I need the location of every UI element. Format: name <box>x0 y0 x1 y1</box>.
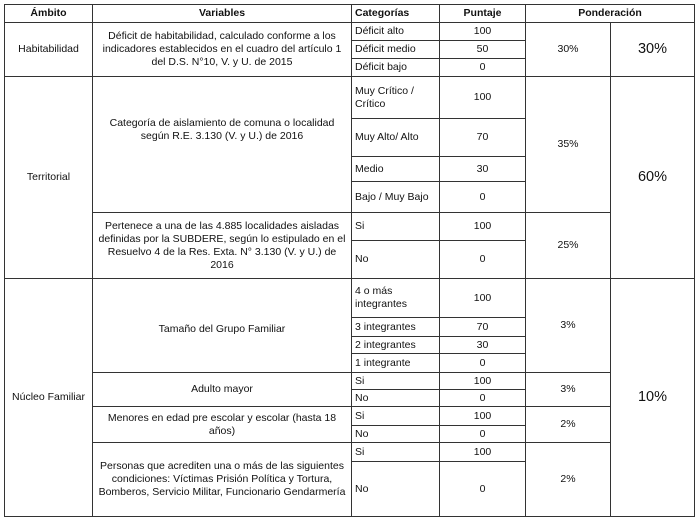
score-cell: 0 <box>440 462 526 517</box>
score-cell: 0 <box>440 241 526 279</box>
weight-cell: 2% <box>526 407 611 443</box>
score-cell: 30 <box>440 157 526 182</box>
score-cell: 70 <box>440 119 526 157</box>
header-row <box>5 5 695 23</box>
variable-cell: Pertenece a una de las 4.885 localidades aisladas definidas por la SUBDERE, según lo estipulado en el Resuelvo 4 de la Res. Exta. N° 3.130 (V. y U.) de 2016 <box>93 213 352 279</box>
weight-cell: 30% <box>526 23 611 77</box>
score-cell: 50 <box>440 41 526 59</box>
score-cell: 0 <box>440 426 526 443</box>
score-cell: 0 <box>440 390 526 407</box>
category-cell: Si <box>352 407 440 426</box>
score-cell: 100 <box>440 77 526 119</box>
header-categorias: Categorías <box>352 5 440 23</box>
category-cell: No <box>352 390 440 407</box>
category-cell: Déficit bajo <box>352 59 440 77</box>
header-ambito: Ámbito <box>5 5 93 23</box>
variable-cell: Déficit de habitabilidad, calculado conforme a los indicadores establecidos en el cuadro del artículo 1 del D.S. N°10, V. y U. de 2015 <box>93 23 352 77</box>
score-cell: 100 <box>440 279 526 318</box>
table-row <box>5 77 695 119</box>
weight-cell: 3% <box>526 373 611 407</box>
score-cell: 70 <box>440 318 526 337</box>
total-weight-cell: 60% <box>611 77 695 279</box>
score-cell: 0 <box>440 59 526 77</box>
category-cell: 2 integrantes <box>352 337 440 354</box>
category-cell: 1 integrante <box>352 354 440 373</box>
weight-cell: 2% <box>526 443 611 517</box>
category-cell: Muy Alto/ Alto <box>352 119 440 157</box>
variable-cell: Adulto mayor <box>93 373 352 407</box>
scoring-table <box>4 4 695 517</box>
header-puntaje: Puntaje <box>440 5 526 23</box>
category-cell: Bajo / Muy Bajo <box>352 182 440 213</box>
score-cell: 30 <box>440 337 526 354</box>
score-cell: 0 <box>440 182 526 213</box>
category-cell: No <box>352 426 440 443</box>
variable-cell: Tamaño del Grupo Familiar <box>93 279 352 373</box>
variable-cell: Menores en edad pre escolar y escolar (hasta 18 años) <box>93 407 352 443</box>
header-ponderacion: Ponderación <box>526 5 695 23</box>
category-cell: 3 integrantes <box>352 318 440 337</box>
ambito-cell: Núcleo Familiar <box>5 279 93 517</box>
table-row <box>5 373 695 390</box>
table-row <box>5 23 695 41</box>
table-row <box>5 279 695 318</box>
variable-cell: Personas que acrediten una o más de las siguientes condiciones: Víctimas Prisión Política y Tortura, Bomberos, Servicio Militar, Funcionario Gendarmería <box>93 443 352 517</box>
score-cell: 100 <box>440 23 526 41</box>
ambito-cell: Territorial <box>5 77 93 279</box>
score-cell: 100 <box>440 443 526 462</box>
header-variables: Variables <box>93 5 352 23</box>
score-cell: 0 <box>440 354 526 373</box>
category-cell: Si <box>352 373 440 390</box>
category-cell: 4 o más integrantes <box>352 279 440 318</box>
category-cell: Muy Crítico / Crítico <box>352 77 440 119</box>
category-cell: Medio <box>352 157 440 182</box>
table-row <box>5 407 695 426</box>
weight-cell: 3% <box>526 279 611 373</box>
category-cell: Si <box>352 213 440 241</box>
score-cell: 100 <box>440 407 526 426</box>
category-cell: No <box>352 241 440 279</box>
score-cell: 100 <box>440 213 526 241</box>
total-weight-cell: 30% <box>611 23 695 77</box>
category-cell: Déficit alto <box>352 23 440 41</box>
variable-cell: Categoría de aislamiento de comuna o localidad según R.E. 3.130 (V. y U.) de 2016 <box>93 77 352 213</box>
ambito-cell: Habitabilidad <box>5 23 93 77</box>
category-cell: Déficit medio <box>352 41 440 59</box>
table-row <box>5 443 695 462</box>
weight-cell: 25% <box>526 213 611 279</box>
category-cell: Si <box>352 443 440 462</box>
table-row <box>5 213 695 241</box>
category-cell: No <box>352 462 440 517</box>
score-cell: 100 <box>440 373 526 390</box>
total-weight-cell: 10% <box>611 279 695 517</box>
weight-cell: 35% <box>526 77 611 213</box>
